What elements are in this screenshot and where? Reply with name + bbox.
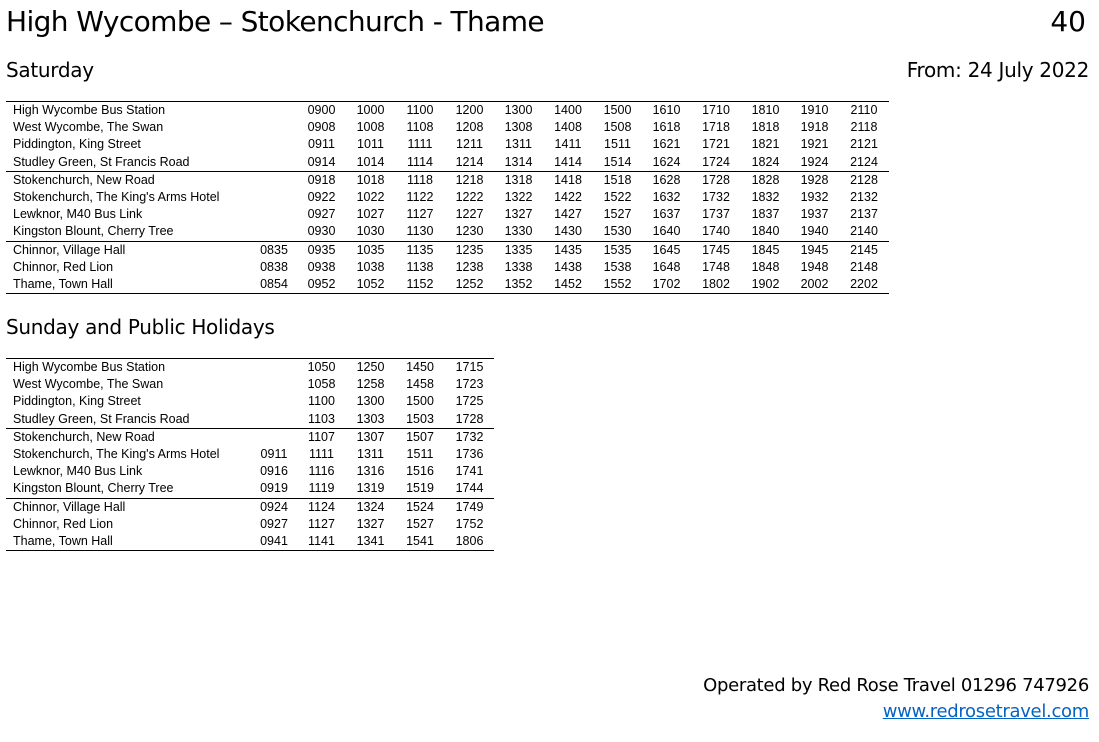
departure-time — [251, 136, 297, 153]
departure-time: 1924 — [800, 154, 829, 169]
timetable-row — [6, 359, 494, 377]
stop-name: Stokenchurch, The King's Arms Hotel — [13, 190, 220, 205]
departure-time: 2137 — [850, 207, 878, 222]
departure-time: 1341 — [346, 533, 395, 551]
departure-time: 1541 — [395, 533, 445, 551]
departure-time: 1300 — [494, 102, 543, 120]
departure-time: 1208 — [455, 120, 484, 135]
departure-time — [251, 359, 297, 377]
departure-time: 1022 — [356, 190, 385, 205]
departure-time: 1832 — [751, 190, 780, 205]
departure-time: 1932 — [800, 190, 829, 205]
timetable-row — [6, 259, 889, 276]
departure-time: 1111 — [407, 137, 433, 152]
saturday-timetable — [6, 101, 889, 294]
departure-time: 1818 — [751, 120, 780, 135]
departure-time: 1211 — [456, 137, 483, 152]
departure-time: 1214 — [455, 154, 484, 169]
departure-time: 1319 — [356, 481, 385, 496]
departure-time: 1737 — [702, 207, 730, 222]
departure-time: 1303 — [356, 411, 385, 426]
departure-time: 1300 — [356, 394, 385, 409]
departure-time: 1522 — [603, 190, 632, 205]
departure-time: 1752 — [455, 516, 484, 531]
timetable-row — [6, 241, 889, 259]
departure-time: 0922 — [307, 190, 336, 205]
departure-time: 0838 — [260, 259, 288, 274]
departure-time: 2132 — [850, 190, 878, 205]
departure-time: 1806 — [445, 533, 494, 551]
effective-date: From: 24 July 2022 — [906, 58, 1089, 82]
sunday-heading: Sunday and Public Holidays — [6, 315, 275, 339]
departure-time: 1322 — [504, 190, 533, 205]
departure-time: 1311 — [505, 137, 532, 152]
departure-time: 1632 — [652, 190, 681, 205]
departure-time: 1724 — [702, 154, 730, 169]
stop-name: Thame, Town Hall — [6, 533, 251, 551]
departure-time: 1422 — [554, 190, 582, 205]
timetable-row — [6, 446, 494, 463]
stop-name: Thame, Town Hall — [6, 276, 251, 294]
departure-time: 1748 — [702, 259, 730, 274]
departure-time: 0914 — [307, 154, 336, 169]
departure-time: 1119 — [308, 481, 335, 496]
departure-time: 1450 — [395, 359, 445, 377]
departure-time: 1837 — [751, 207, 780, 222]
departure-time: 1352 — [494, 276, 543, 294]
departure-time: 1141 — [297, 533, 346, 551]
departure-time: 1408 — [554, 120, 582, 135]
departure-time: 0918 — [297, 171, 346, 189]
timetable-row — [6, 154, 889, 172]
stop-name: High Wycombe Bus Station — [6, 359, 251, 377]
departure-time: 1740 — [702, 224, 730, 239]
departure-time — [251, 119, 297, 136]
departure-time: 1518 — [593, 171, 642, 189]
departure-time: 1124 — [297, 498, 346, 516]
departure-time: 1710 — [691, 102, 741, 120]
timetable-row — [6, 498, 494, 516]
departure-time: 0835 — [251, 241, 297, 259]
route-number: 40 — [1050, 5, 1086, 38]
departure-time: 2145 — [839, 241, 889, 259]
timetable-row — [6, 376, 494, 393]
departure-time — [251, 376, 297, 393]
departure-time: 1308 — [504, 120, 533, 135]
timetable-row — [6, 136, 889, 153]
departure-time: 1035 — [346, 241, 395, 259]
stop-name: High Wycombe Bus Station — [6, 102, 251, 120]
departure-time: 1314 — [504, 154, 533, 169]
departure-time: 0908 — [307, 120, 336, 135]
departure-time: 2118 — [850, 120, 878, 135]
departure-time: 0927 — [260, 516, 288, 531]
departure-time: 1845 — [741, 241, 790, 259]
stop-name: West Wycombe, The Swan — [13, 377, 164, 392]
departure-time: 1530 — [603, 224, 632, 239]
departure-time: 1200 — [445, 102, 494, 120]
timetable-row — [6, 516, 494, 533]
departure-time — [251, 102, 297, 120]
departure-time: 1648 — [652, 259, 681, 274]
departure-time: 1400 — [543, 102, 593, 120]
departure-time: 0854 — [251, 276, 297, 294]
departure-time: 1050 — [297, 359, 346, 377]
timetable-row — [6, 393, 494, 410]
departure-time: 1250 — [346, 359, 395, 377]
departure-time — [251, 223, 297, 241]
departure-time: 1902 — [741, 276, 790, 294]
departure-time: 1008 — [356, 120, 385, 135]
departure-time: 1535 — [593, 241, 642, 259]
timetable-row — [6, 206, 889, 223]
departure-time: 1721 — [702, 137, 730, 152]
departure-time: 1335 — [494, 241, 543, 259]
departure-time: 1948 — [800, 259, 829, 274]
departure-time: 1527 — [406, 516, 434, 531]
departure-time: 1030 — [356, 224, 385, 239]
departure-time: 1527 — [603, 207, 632, 222]
timetable-row — [6, 480, 494, 498]
timetable-row — [6, 119, 889, 136]
departure-time — [251, 189, 297, 206]
departure-time: 1307 — [346, 428, 395, 446]
departure-time: 1252 — [445, 276, 494, 294]
stop-name: Kingston Blount, Cherry Tree — [13, 224, 174, 239]
departure-time: 1728 — [691, 171, 741, 189]
departure-time: 1840 — [751, 224, 780, 239]
departure-time: 1238 — [455, 259, 484, 274]
stop-name: Lewknor, M40 Bus Link — [13, 464, 143, 479]
departure-time: 1014 — [356, 154, 385, 169]
departure-time: 0941 — [251, 533, 297, 551]
departure-time: 0952 — [297, 276, 346, 294]
departure-time: 1114 — [407, 154, 433, 169]
departure-time: 2140 — [850, 224, 878, 239]
stop-name: Chinnor, Village Hall — [6, 241, 251, 259]
departure-time: 1725 — [455, 394, 484, 409]
stop-name: Piddington, King Street — [13, 137, 141, 152]
timetable-row — [6, 533, 494, 551]
departure-time: 1749 — [445, 498, 494, 516]
stop-name: West Wycombe, The Swan — [13, 120, 164, 135]
stop-name: Chinnor, Village Hall — [6, 498, 251, 516]
departure-time: 1514 — [603, 154, 632, 169]
stop-name: Chinnor, Red Lion — [13, 516, 114, 531]
departure-time: 1230 — [455, 224, 484, 239]
departure-time: 1130 — [406, 224, 434, 239]
stop-name: Piddington, King Street — [13, 394, 141, 409]
departure-time: 1624 — [652, 154, 681, 169]
saturday-heading: Saturday — [6, 58, 94, 82]
departure-time: 1452 — [543, 276, 593, 294]
departure-time: 1258 — [356, 377, 385, 392]
stop-name: Studley Green, St Francis Road — [13, 411, 190, 426]
timetable-row — [6, 463, 494, 480]
departure-time: 1552 — [593, 276, 642, 294]
departure-time: 1418 — [543, 171, 593, 189]
departure-time: 1430 — [554, 224, 582, 239]
departure-time: 1127 — [308, 516, 335, 531]
departure-time: 1511 — [406, 447, 434, 462]
website-link[interactable]: www.redrosetravel.com — [882, 701, 1089, 722]
departure-time: 1411 — [554, 137, 582, 152]
departure-time: 1324 — [346, 498, 395, 516]
timetable-row — [6, 411, 494, 429]
departure-time: 1745 — [691, 241, 741, 259]
timetable-row — [6, 223, 889, 241]
departure-time: 1702 — [642, 276, 691, 294]
stop-name: Stokenchurch, The King's Arms Hotel — [13, 447, 220, 462]
departure-time: 2110 — [839, 102, 889, 120]
departure-time: 1435 — [543, 241, 593, 259]
departure-time: 1824 — [751, 154, 780, 169]
departure-time — [251, 154, 297, 172]
departure-time: 1235 — [445, 241, 494, 259]
departure-time: 0911 — [260, 447, 288, 462]
departure-time: 1508 — [603, 120, 632, 135]
departure-time: 1511 — [604, 137, 631, 152]
departure-time: 1848 — [751, 259, 780, 274]
departure-time: 2148 — [850, 259, 878, 274]
departure-time: 1910 — [790, 102, 839, 120]
departure-time: 0911 — [308, 137, 335, 152]
departure-time: 1500 — [593, 102, 642, 120]
departure-time: 1100 — [395, 102, 445, 120]
departure-time: 1645 — [642, 241, 691, 259]
departure-time: 1427 — [554, 207, 582, 222]
departure-time: 1327 — [356, 516, 385, 531]
departure-time: 0930 — [307, 224, 336, 239]
departure-time — [251, 411, 297, 429]
departure-time: 1438 — [554, 259, 582, 274]
timetable-row — [6, 171, 889, 189]
departure-time: 1802 — [691, 276, 741, 294]
departure-time: 2124 — [850, 154, 878, 169]
sunday-timetable — [6, 358, 494, 551]
departure-time: 1103 — [308, 411, 335, 426]
stop-name: Stokenchurch, New Road — [6, 171, 251, 189]
stop-name: Studley Green, St Francis Road — [13, 154, 190, 169]
departure-time: 1027 — [356, 207, 385, 222]
departure-time: 0924 — [251, 498, 297, 516]
departure-time: 1715 — [445, 359, 494, 377]
departure-time — [251, 206, 297, 223]
stop-name: Stokenchurch, New Road — [6, 428, 251, 446]
departure-time: 0938 — [307, 259, 336, 274]
departure-time: 1732 — [445, 428, 494, 446]
route-title: High Wycombe – Stokenchurch - Thame — [6, 5, 545, 38]
departure-time: 1728 — [455, 411, 484, 426]
timetable-row — [6, 276, 889, 294]
departure-time: 1538 — [603, 259, 632, 274]
departure-time: 0927 — [307, 207, 336, 222]
departure-time: 1052 — [346, 276, 395, 294]
departure-time: 1940 — [800, 224, 829, 239]
departure-time: 1038 — [356, 259, 385, 274]
departure-time: 1152 — [395, 276, 445, 294]
departure-time: 1628 — [642, 171, 691, 189]
departure-time: 0935 — [297, 241, 346, 259]
departure-time: 1928 — [790, 171, 839, 189]
departure-time: 1318 — [494, 171, 543, 189]
departure-time — [251, 171, 297, 189]
departure-time: 0916 — [260, 464, 288, 479]
departure-time: 1107 — [297, 428, 346, 446]
departure-time: 1744 — [455, 481, 484, 496]
departure-time: 1338 — [504, 259, 533, 274]
departure-time: 1414 — [554, 154, 582, 169]
departure-time: 2121 — [850, 137, 878, 152]
departure-time: 0900 — [297, 102, 346, 120]
departure-time: 1640 — [652, 224, 681, 239]
departure-time: 1507 — [395, 428, 445, 446]
departure-time: 1058 — [307, 377, 336, 392]
stop-name: Chinnor, Red Lion — [13, 259, 114, 274]
departure-time: 1637 — [652, 207, 681, 222]
departure-time: 1127 — [406, 207, 434, 222]
departure-time: 1741 — [455, 464, 484, 479]
departure-time: 1111 — [308, 447, 335, 462]
departure-time: 2002 — [790, 276, 839, 294]
departure-time: 1135 — [395, 241, 445, 259]
timetable-row — [6, 189, 889, 206]
departure-time: 1503 — [406, 411, 434, 426]
timetable-row — [6, 102, 889, 120]
operator-contact: Operated by Red Rose Travel 01296 747926 — [703, 675, 1089, 696]
departure-time: 1828 — [741, 171, 790, 189]
departure-time: 1810 — [741, 102, 790, 120]
departure-time: 1618 — [652, 120, 681, 135]
departure-time: 1122 — [406, 190, 434, 205]
departure-time: 1316 — [356, 464, 385, 479]
departure-time: 1018 — [346, 171, 395, 189]
departure-time: 1330 — [504, 224, 533, 239]
departure-time: 1519 — [406, 481, 434, 496]
timetable-row — [6, 428, 494, 446]
departure-time: 1736 — [455, 447, 484, 462]
departure-time: 1821 — [751, 137, 780, 152]
departure-time: 1100 — [308, 394, 335, 409]
stop-name: Kingston Blount, Cherry Tree — [13, 481, 174, 496]
departure-time: 1000 — [346, 102, 395, 120]
departure-time: 2128 — [839, 171, 889, 189]
departure-time: 1945 — [790, 241, 839, 259]
departure-time: 1327 — [504, 207, 533, 222]
departure-time: 1458 — [406, 377, 434, 392]
departure-time — [251, 393, 297, 410]
departure-time: 1500 — [406, 394, 434, 409]
departure-time: 1921 — [800, 137, 829, 152]
departure-time: 1718 — [702, 120, 730, 135]
departure-time: 1116 — [308, 464, 335, 479]
stop-name: Lewknor, M40 Bus Link — [13, 207, 143, 222]
departure-time: 1937 — [800, 207, 829, 222]
departure-time: 1011 — [357, 137, 384, 152]
departure-time: 1311 — [357, 447, 384, 462]
departure-time: 1621 — [652, 137, 681, 152]
departure-time: 1723 — [455, 377, 484, 392]
departure-time: 1918 — [800, 120, 829, 135]
departure-time: 0919 — [260, 481, 288, 496]
departure-time: 1222 — [455, 190, 484, 205]
departure-time: 1138 — [406, 259, 434, 274]
departure-time: 1227 — [455, 207, 484, 222]
departure-time: 1108 — [406, 120, 434, 135]
departure-time: 1524 — [395, 498, 445, 516]
departure-time: 1732 — [702, 190, 730, 205]
departure-time — [251, 428, 297, 446]
departure-time: 1610 — [642, 102, 691, 120]
departure-time: 1218 — [445, 171, 494, 189]
departure-time: 2202 — [839, 276, 889, 294]
departure-time: 1118 — [395, 171, 445, 189]
departure-time: 1516 — [406, 464, 434, 479]
